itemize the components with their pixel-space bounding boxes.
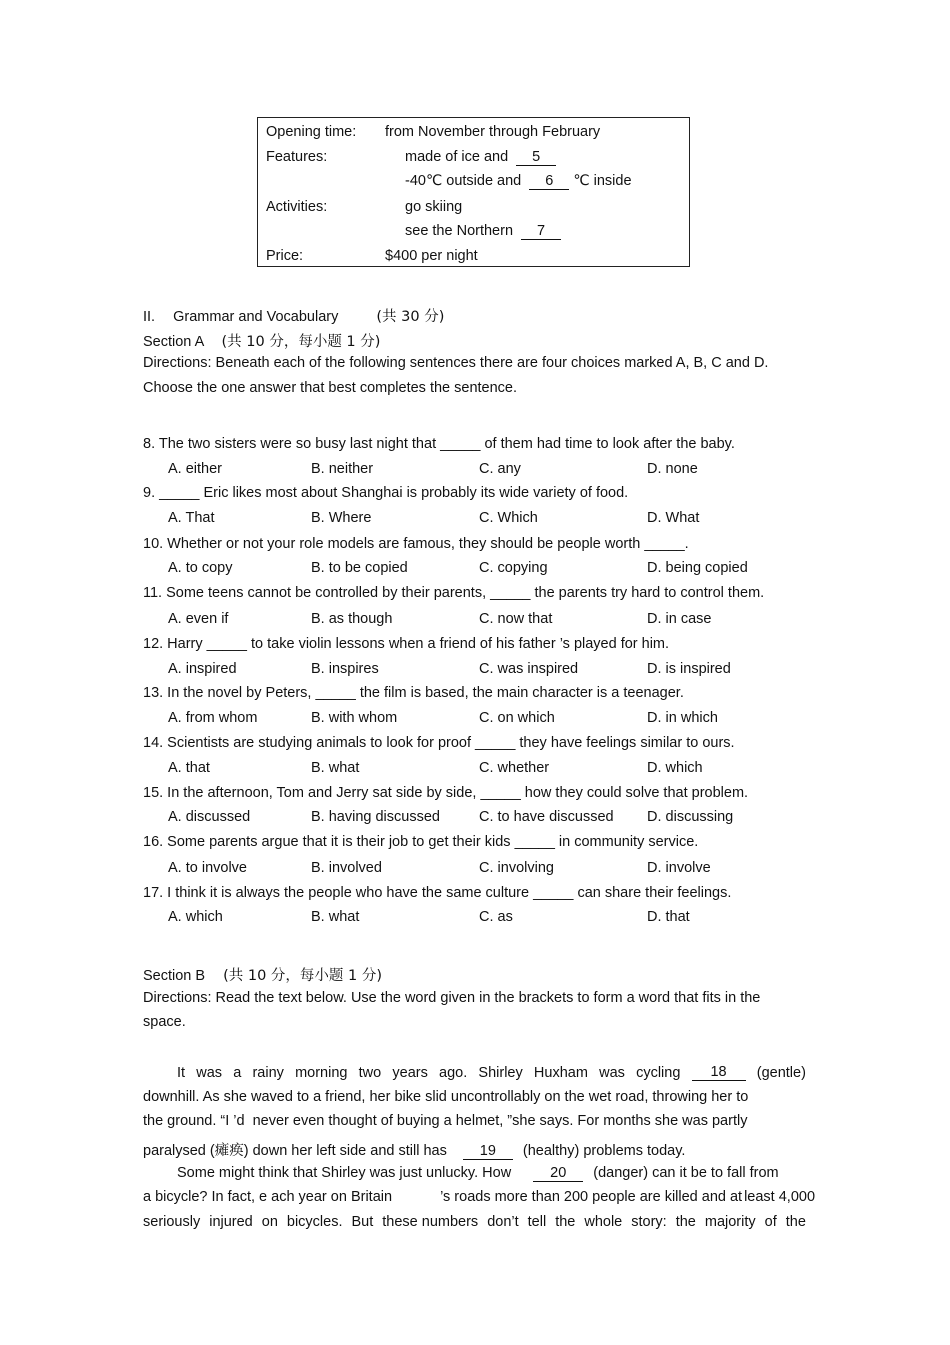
option-b: B. as though (311, 611, 393, 627)
option-a: A. that (168, 760, 210, 776)
question-stem: 15. In the afternoon, Tom and Jerry sat side by side, _____ how they could solve that problem. (143, 785, 749, 801)
question-stem: 14. Scientists are studying animals to look for proof _____ they have feelings similar to ours. (143, 735, 735, 751)
option-d: D. involve (647, 860, 711, 876)
option-c: C. now that (479, 611, 553, 627)
option-b: B. with whom (311, 710, 398, 726)
option-c: C. on which (479, 710, 555, 726)
opening-time-value: from November through February (385, 124, 601, 140)
option-d: D. discussing (647, 809, 734, 825)
option-c: C. involving (479, 860, 554, 876)
option-a: A. from whom (168, 710, 258, 726)
question-stem: 17. I think it is always the people who have the same culture _____ can share their feelings. (143, 885, 732, 901)
question-stem: 11. Some teens cannot be controlled by their parents, _____ the parents try hard to control them. (143, 585, 765, 601)
option-b: B. involved (311, 860, 382, 876)
option-d: D. is inspired (647, 661, 731, 677)
price-label: Price: (266, 248, 304, 264)
option-c: C. was inspired (479, 661, 579, 677)
option-a: A. discussed (168, 809, 251, 825)
passage-line-2: downhill. As she waved to a friend, her bike slid uncontrollably on the wet road, throwing her to (143, 1089, 749, 1105)
option-a: A. to copy (168, 560, 233, 576)
features-line-1: made of ice and 5 (405, 149, 556, 166)
blank-19: 19 (463, 1144, 513, 1160)
directions-b-line-2: space. (143, 1014, 186, 1030)
passage-line-3: the ground. “I ’d never even thought of buying a helmet, ”she says. For months she was partly (143, 1113, 748, 1129)
question-stem: 8. The two sisters were so busy last night that _____ of them had time to look after the baby. (143, 436, 735, 452)
option-d: D. in which (647, 710, 718, 726)
option-a: A. which (168, 909, 223, 925)
blank-7: 7 (521, 224, 561, 240)
option-d: D. What (647, 510, 700, 526)
option-c: C. Which (479, 510, 538, 526)
option-c: C. copying (479, 560, 548, 576)
option-b: B. neither (311, 461, 374, 477)
question-stem: 13. In the novel by Peters, _____ the film is based, the main character is a teenager. (143, 685, 684, 701)
question-stem: 12. Harry _____ to take violin lessons when a friend of his father ’s played for him. (143, 636, 670, 652)
section-a-heading: Section A (共 10 分，每小题 1 分) (143, 334, 381, 350)
directions-a-line-2: Choose the one answer that best completes the sentence. (143, 380, 518, 396)
question-stem: 10. Whether or not your role models are famous, they should be people worth _____. (143, 536, 689, 552)
option-a: A. even if (168, 611, 229, 627)
option-b: B. inspires (311, 661, 379, 677)
option-d: D. which (647, 760, 703, 776)
section-heading: II. Grammar and Vocabulary (共 30 分) (143, 309, 445, 325)
features-label: Features: (266, 149, 328, 165)
option-b: B. what (311, 909, 360, 925)
option-b: B. having discussed (311, 809, 440, 825)
blank-18: 18 (692, 1065, 746, 1081)
passage-line-5: Some might think that Shirley was just unlucky. How 20 (danger) can it be to fall from (177, 1165, 779, 1181)
option-b: B. what (311, 760, 360, 776)
features-line-2: -40℃ outside and 6 ℃ inside (405, 173, 632, 189)
option-d: D. none (647, 461, 698, 477)
question-stem: 16. Some parents argue that it is their job to get their kids _____ in community service. (143, 834, 699, 850)
option-a: A. That (168, 510, 215, 526)
option-d: D. being copied (647, 560, 748, 576)
activities-line-2: see the Northern 7 (405, 223, 561, 240)
opening-time-label: Opening time: (266, 124, 357, 140)
option-d: D. that (647, 909, 690, 925)
info-box (257, 117, 690, 267)
passage-line-6: a bicycle? In fact, e ach year on Britain ’s roads more than 200 people are killed and at least 4,000 (143, 1189, 816, 1205)
option-a: A. inspired (168, 661, 237, 677)
blank-5: 5 (516, 150, 556, 166)
section-b-heading: Section B (共 10 分，每小题 1 分) (143, 968, 383, 984)
blank-20: 20 (533, 1166, 583, 1182)
option-d: D. in case (647, 611, 712, 627)
passage-line-7: seriously injured on bicycles. But these numbers don’t tell the whole story: the majority of the (143, 1214, 806, 1230)
directions-b-line-1: Directions: Read the text below. Use the word given in the brackets to form a word that fits in the (143, 990, 761, 1006)
activities-line-1: go skiing (405, 199, 463, 215)
option-b: B. Where (311, 510, 372, 526)
option-c: C. whether (479, 760, 550, 776)
option-a: A. either (168, 461, 222, 477)
option-c: C. any (479, 461, 521, 477)
blank-6: 6 (529, 174, 569, 190)
passage-line-4: paralysed (瘫痪) down her left side and still has 19 (healthy) problems today. (143, 1143, 686, 1159)
option-c: C. as (479, 909, 513, 925)
option-c: C. to have discussed (479, 809, 614, 825)
option-b: B. to be copied (311, 560, 408, 576)
activities-label: Activities: (266, 199, 328, 215)
question-stem: 9. _____ Eric likes most about Shanghai is probably its wide variety of food. (143, 485, 629, 501)
price-value: $400 per night (385, 248, 478, 264)
option-a: A. to involve (168, 860, 247, 876)
directions-a-line-1: Directions: Beneath each of the following sentences there are four choices marked A, B, C and D. (143, 355, 769, 371)
passage-line-1: It was a rainy morning two years ago. Shirley Huxham was cycling 18 (gentle) (177, 1064, 806, 1081)
